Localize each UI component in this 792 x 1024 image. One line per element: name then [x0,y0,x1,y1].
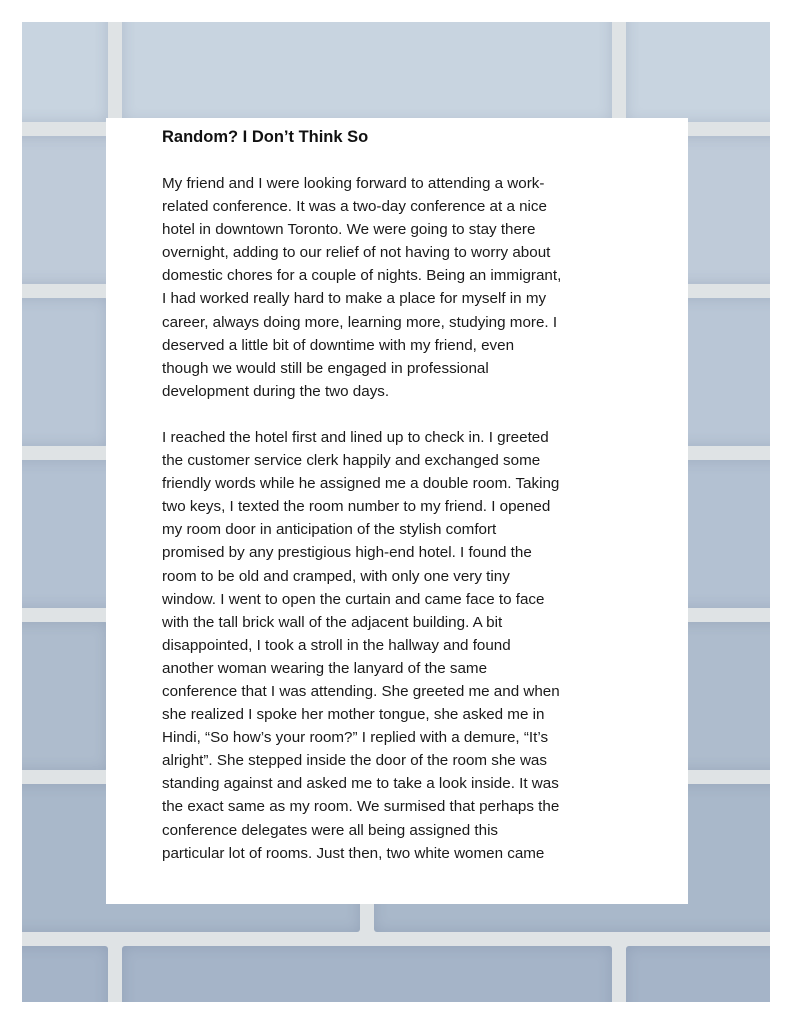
wall-tile [22,298,108,446]
text-line: particular lot of rooms. Just then, two white women came [162,844,545,862]
text-line: friendly words while he assigned me a double room. Taking [162,475,560,493]
text-line: deserved a little bit of downtime with my friend, even [162,336,515,354]
text-line: two keys, I texted the room number to my friend. I opened [162,498,551,516]
wall-tile [626,22,770,122]
text-line: window. I went to open the curtain and came face to face [162,590,545,608]
wall-tile [122,946,612,1002]
text-line: career, always doing more, learning more, studying more. I [162,313,558,331]
text-line: Hindi, “So how’s your room?” I replied with a demure, “It’s [162,729,549,747]
wall-tile [122,22,612,122]
document-page [106,118,688,904]
paragraph-2 [162,426,648,865]
text-line: conference delegates were all being assigned this [162,821,499,839]
text-line: domestic chores for a couple of nights. Being an immigrant, [162,267,562,285]
text-line: though we would still be engaged in professional [162,359,489,377]
text-line: alright”. She stepped inside the door of the room she was [162,752,547,770]
text-line: the customer service clerk happily and exchanged some [162,452,541,470]
text-line: I reached the hotel first and lined up to check in. I greeted [162,428,549,446]
text-line: my room door in anticipation of the stylish comfort [162,521,497,539]
wall-tile [22,22,108,122]
text-line: I had worked really hard to make a place for myself in my [162,290,547,308]
text-line: the exact same as my room. We surmised that perhaps the [162,798,560,816]
text-line: room to be old and cramped, with only one very tiny [162,567,510,585]
wall-tile [22,622,108,770]
paragraph-1 [162,172,648,403]
text-line: disappointed, I took a stroll in the hallway and found [162,636,511,654]
document-title: Random? I Don’t Think So [162,128,369,146]
text-line: conference that I was attending. She greeted me and when [162,682,560,700]
wall-tile [22,946,108,1002]
text-line: another woman wearing the lanyard of the same [162,659,488,677]
text-line: standing against and asked me to take a look inside. It was [162,775,559,793]
text-line: development during the two days. [162,382,390,400]
text-line: My friend and I were looking forward to attending a work- [162,175,545,192]
text-line: with the tall brick wall of the adjacent building. A bit [162,613,503,631]
text-line: she realized I spoke her mother tongue, she asked me in [162,706,545,724]
wall-tile [626,946,770,1002]
text-line: related conference. It was a two-day conference at a nice [162,198,547,216]
text-line: overnight, adding to our relief of not having to worry about [162,244,551,262]
text-line: hotel in downtown Toronto. We were going to stay there [162,221,536,239]
text-line: promised by any prestigious high-end hotel. I found the [162,544,532,562]
